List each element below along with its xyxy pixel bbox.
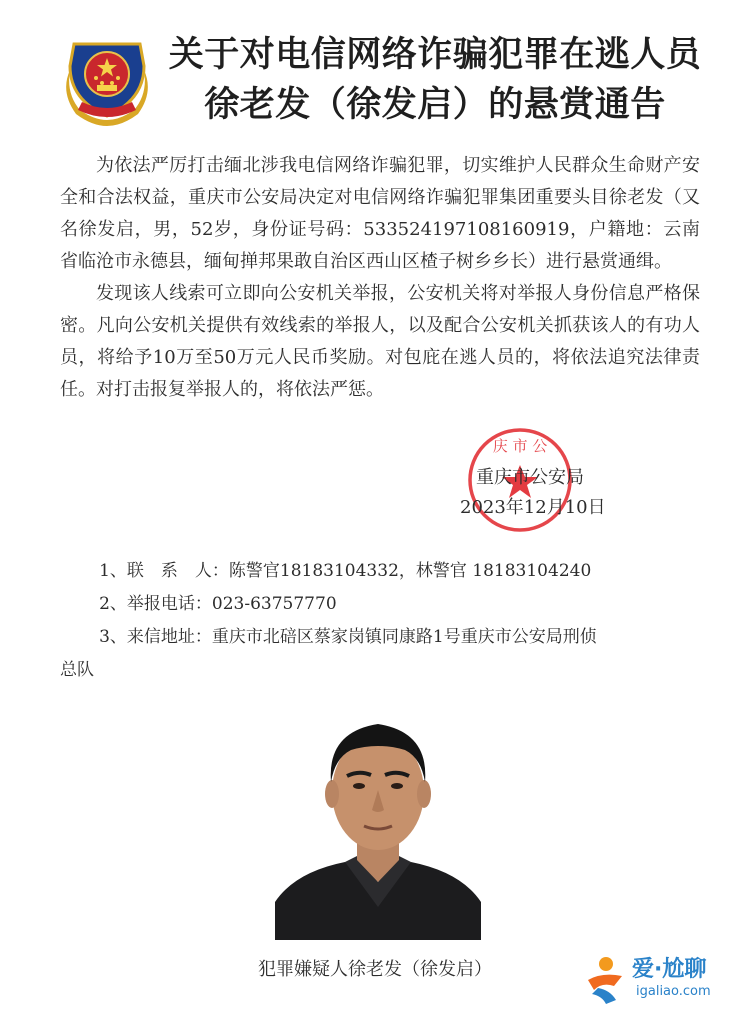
watermark-logo-icon (580, 950, 636, 1008)
report-phone: 2、举报电话：023-63757770 (99, 594, 337, 614)
signature-block (440, 425, 670, 535)
watermark-url: igaliao.com (636, 984, 711, 999)
notice-title (160, 30, 710, 130)
issue-date: 2023年12月10日 (460, 497, 606, 518)
site-watermark (580, 950, 740, 1010)
mail-address: 3、来信地址：重庆市北碚区蔡家岗镇同康路1号重庆市公安局刑侦 (99, 627, 597, 647)
notice-body (60, 150, 700, 406)
paragraph-1: 为依法严厉打击缅北涉我电信网络诈骗犯罪，切实维护人民群众生命财产安全和合法权益，重庆市公安局决定对电信网络诈骗犯罪集团重要头目徐老发（又名徐发启，男，52岁，身份证号码：533524197108160919，户籍地：云南省临沧市永德县，缅甸掸邦果敢自治区西山区楂子树乡乡长）进行悬赏通缉。 (60, 155, 700, 272)
title-line-1: 关于对电信网络诈骗犯罪在逃人员 (168, 34, 702, 75)
paragraph-2: 发现该人线索可立即向公安机关举报，公安机关将对举报人身份信息严格保密。凡向公安机关提供有效线索的举报人，以及配合公安机关抓获该人的有功人员，将给予10万至50万元人民币奖励。对包庇在逃人员的，将依法追究法律责任。对打击报复举报人的，将依法严惩。 (60, 283, 700, 400)
issuer-name: 重庆市公安局 (476, 467, 584, 488)
police-emblem-icon (52, 30, 162, 130)
watermark-name: 爱·尬聊 (632, 957, 707, 982)
notice-header (0, 22, 750, 132)
mail-address-cont: 总队 (60, 660, 94, 680)
contact-list (60, 555, 700, 687)
contact-persons: 1、联 系 人：陈警官18183104332，林警官 18183104240 (99, 561, 592, 581)
title-line-2: 徐老发（徐发启）的悬赏通告 (204, 84, 666, 125)
seal-text: 庆 市 公 (492, 437, 548, 455)
photo-caption: 犯罪嫌疑人徐老发（徐发启） (258, 959, 492, 980)
suspect-portrait (275, 702, 481, 940)
suspect-photo (275, 702, 481, 940)
